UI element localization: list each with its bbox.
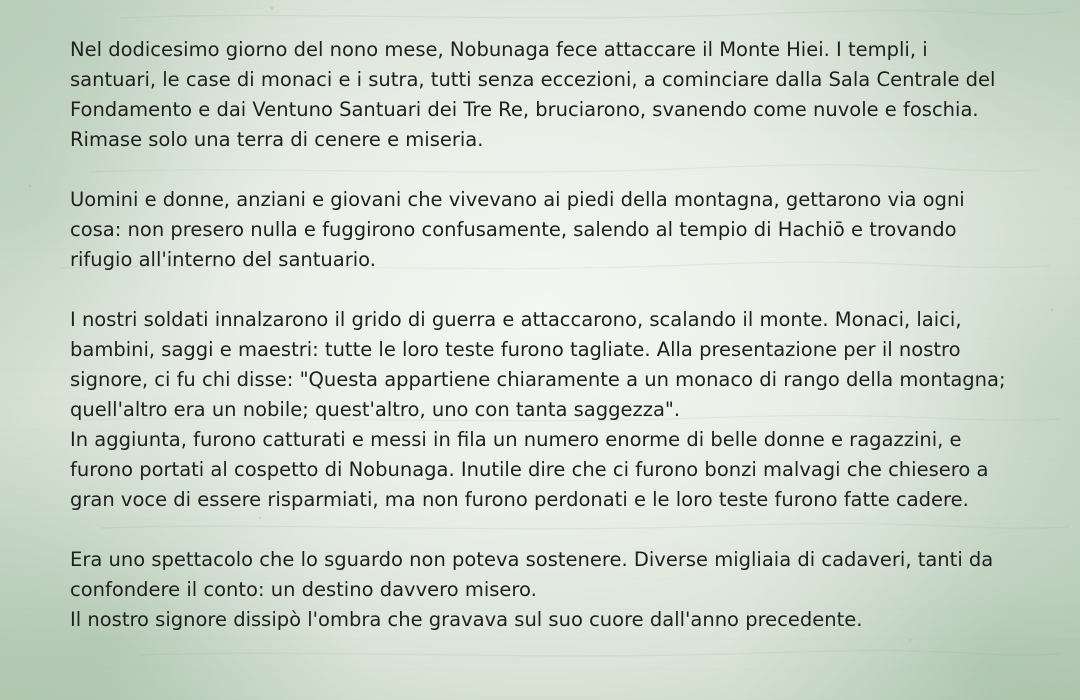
paragraph-1: Nel dodicesimo giorno del nono mese, Nobunaga fece attaccare il Monte Hiei. I templi, i santuari, le case di monaci e i sutra, tutti senza eccezioni, a cominciare dalla Sala Centrale del Fondamento e dai Ventuno Santuari dei Tre Re, bruciarono, svanendo come nuvole e foschia. Rimase solo una terra di cenere e miseria.: [70, 38, 996, 151]
paragraph-4: Era uno spettacolo che lo sguardo non poteva sostenere. Diverse migliaia di cadaveri, tanti da confondere il conto: un destino davvero misero. Il nostro signore dissipò l'ombra che gravava sul suo cuore dall'anno precedente.: [70, 548, 994, 631]
paragraph-3: I nostri soldati innalzarono il grido di guerra e attaccarono, scalando il monte. Monaci, laici, bambini, saggi e maestri: tutte le loro teste furono tagliate. Alla presentazione per il nostro signore, ci fu chi disse: "Questa appartiene chiaramente a un monaco di rango della montagna; quell'altro era un nobile; quest'altro, uno con tanta saggezza". In aggiunta, furono catturati e messi in fila un numero enorme di belle donne e ragazzini, e furono portati al cospetto di Nobunaga. Inutile dire che ci furono bonzi malvagi che chiesero a gran voce di essere risparmiati, ma non furono perdonati e le loro teste furono fatte cadere.: [70, 308, 1006, 511]
document-body: [70, 35, 1045, 635]
paragraph-2: Uomini e donne, anziani e giovani che vivevano ai piedi della montagna, gettarono via ogni cosa: non presero nulla e fuggirono confusamente, salendo al tempio di Hachiō e trovando rifugio all'interno del santuario.: [70, 188, 965, 271]
